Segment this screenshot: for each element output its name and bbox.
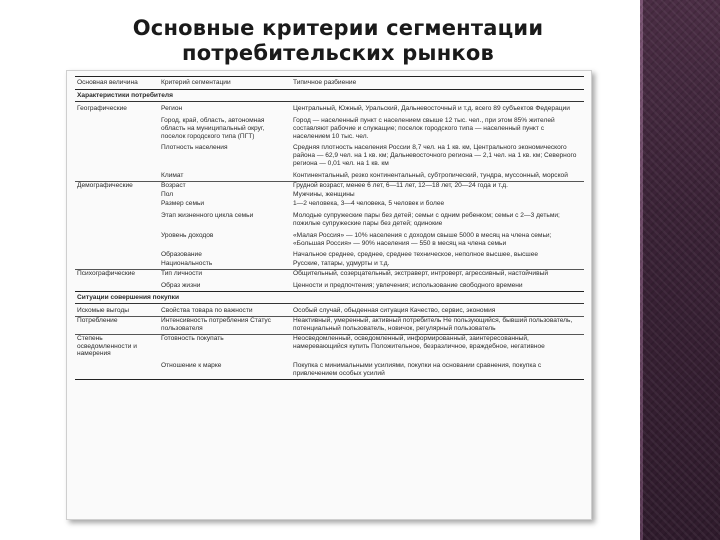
table-row: [75, 114, 584, 142]
value-cell: Русские, татары, удмурты и т.д.: [293, 260, 390, 268]
table-header-row: [75, 77, 584, 90]
group-cell: [75, 200, 159, 209]
value-cell: Молодые супружеские пары без детей; семьи с одним ребенком; семьи с 2—3 детьми; пожилые супружеские пары без детей; одинокие: [293, 211, 560, 227]
group-cell: [75, 209, 159, 229]
group-cell: [75, 114, 159, 142]
value-cell: Мужчины, женщины: [293, 190, 355, 198]
side-band-texture: [640, 0, 720, 540]
criterion-cell: Размер семьи: [161, 199, 205, 207]
table-row: [75, 209, 584, 229]
section-row-purchase: [75, 292, 584, 304]
criterion-cell: Этап жизненного цикла семьи: [161, 211, 254, 219]
group-cell: [75, 169, 159, 181]
group-cell: Искомые выгоды: [77, 306, 130, 314]
group-cell: [75, 141, 159, 169]
group-cell: Степень осведомленности и намерения: [75, 334, 159, 359]
criterion-cell: Климат: [161, 172, 184, 180]
value-cell: Континентальный, резко континентальный, субтропический, тундра, муссонный, морской: [293, 172, 568, 180]
value-cell: Особый случай, обыденная ситуация Качество, сервис, экономия: [293, 306, 496, 314]
criterion-cell: Уровень доходов: [161, 231, 214, 239]
table-row: [75, 229, 584, 249]
table-row: [75, 200, 584, 209]
value-cell: 1—2 человека, 3—4 человека, 5 человек и более: [293, 199, 445, 207]
group-cell: Географические: [77, 104, 127, 112]
section-title: Характеристики потребителя: [75, 89, 584, 101]
decorative-side-band: [640, 0, 720, 540]
criterion-cell: Образ жизни: [161, 282, 201, 290]
group-cell: [75, 260, 159, 269]
table-row: [75, 169, 584, 181]
table-row: [75, 270, 584, 279]
group-cell: [75, 359, 159, 379]
section-title: Ситуации совершения покупки: [75, 292, 584, 304]
segmentation-table-image: [66, 70, 592, 520]
value-cell: Общительный, созерцательный, экстраверт, интроверт, агрессивный, настойчивый: [291, 270, 584, 279]
table-row: [75, 191, 584, 200]
segmentation-table: [75, 76, 584, 380]
criterion-cell: Регион: [161, 104, 183, 112]
criterion-cell: Пол: [161, 190, 174, 198]
criterion-cell: Тип личности: [159, 270, 291, 279]
table-row: [75, 279, 584, 291]
slide-title: Основные критерии сегментации потребительских рынков: [132, 16, 544, 65]
table-row: [75, 316, 584, 334]
section-row-consumer: [75, 89, 584, 101]
criterion-cell: Город, край, область, автономная область на муниципальный округ, поселок городского типа (ПГТ): [161, 116, 265, 140]
criterion-cell: Свойства товара по важности: [161, 306, 253, 314]
criterion-cell: Образование: [161, 251, 202, 259]
table-row: [75, 248, 584, 260]
header-main-variable: Основная величина: [75, 77, 159, 90]
value-cell: Покупка с минимальными усилиями, покупки на основании сравнения, покупка с привлечением особых усилий: [291, 359, 584, 379]
table-row: [75, 182, 584, 191]
table-row: [75, 334, 584, 359]
value-cell: «Малая Россия» — 10% населения с доходом свыше 5000 в месяц на члена семьи; «Большая Россия» — 90% населения — 550 в месяц на члена семьи: [293, 231, 552, 247]
criterion-cell: Отношение к марке: [159, 359, 291, 379]
value-cell: Ценности и предпочтения; увлечения; использование свободного времени: [293, 282, 523, 290]
value-cell: Неактивный, умеренный, активный потребитель Не пользующийся, бывший пользователь, потенциальный пользователь, новичок, регулярный пользователь: [291, 316, 584, 334]
criterion-cell: Готовность покупать: [159, 334, 291, 359]
group-cell: Потребление: [75, 316, 159, 334]
value-cell: Начальное среднее, среднее, среднее техническое, неполное высшее, высшее: [293, 251, 539, 259]
group-cell: [75, 248, 159, 260]
table-row: [75, 101, 584, 113]
table-row: [75, 260, 584, 269]
value-cell: Неосведомленный, осведомленный, информированный, заинтересованный, намеревающийся купить Положительное, безразличное, враждебное, негативное: [291, 334, 584, 359]
criterion-cell: Национальность: [161, 260, 213, 268]
criterion-cell: Интенсивность потребления Статус пользователя: [159, 316, 291, 334]
group-cell: [75, 191, 159, 200]
value-cell: Центральный, Южный, Уральский, Дальневосточный и т.д. всего 89 субъектов Федерации: [293, 104, 570, 112]
table-row: [75, 359, 584, 379]
value-cell: Грудной возраст, менее 6 лет, 6—11 лет, 12—18 лет, 20—24 года и т.д.: [291, 182, 584, 191]
group-cell: [75, 229, 159, 249]
table-row: [75, 141, 584, 169]
criterion-cell: Плотность населения: [161, 144, 228, 152]
group-cell: [75, 279, 159, 291]
header-criterion: Критерий сегментации: [159, 77, 291, 90]
header-typical-split: Типичное разбиение: [291, 77, 584, 90]
criterion-cell: Возраст: [159, 182, 291, 191]
value-cell: Город — населенный пункт с населением свыше 12 тыс. чел., при этом 85% жителей составляют рабочие и служащие; поселок городского типа — населенный пункт с населением 10 тыс. чел.: [293, 116, 555, 140]
table-row: [75, 303, 584, 316]
group-cell: Психографические: [75, 270, 159, 279]
group-cell: Демографические: [75, 182, 159, 191]
value-cell: Средняя плотность населения России 8,7 чел. на 1 кв. км, Центрального экономического района — 62,9 чел. на 1 кв. км; Дальневосточного региона — 2,1 чел. на 1 кв. км; Северного региона — 0,01 чел. на 1 кв. км: [293, 144, 577, 168]
